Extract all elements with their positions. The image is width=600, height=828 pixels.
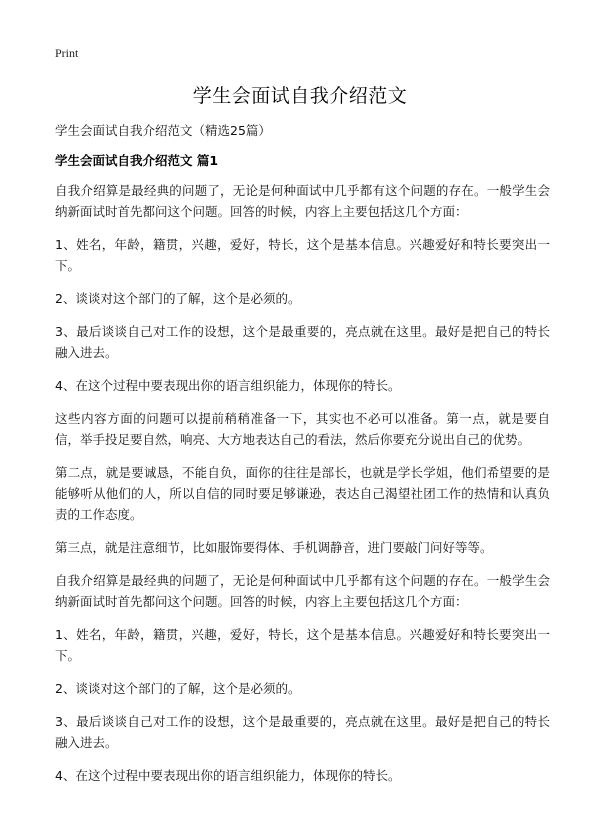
- print-label: Print: [55, 46, 79, 60]
- paragraph: 这些内容方面的问题可以提前稍稍准备一下，其实也不必可以准备。第一点，就是要自信，举手投足要自然，响亮、大方地表达自己的看法，然后你要充分说出自己的优势。: [55, 411, 550, 447]
- paragraph: 第三点，就是注意细节，比如服饰要得体、手机调静音，进门要敲门问好等等。: [55, 540, 493, 555]
- paragraph: 1、姓名，年龄，籍贯，兴趣，爱好，特长，这个是基本信息。兴趣爱好和特长要突出一下。: [55, 237, 550, 273]
- paragraph: 1、姓名，年龄，籍贯，兴趣，爱好，特长，这个是基本信息。兴趣爱好和特长要突出一下。: [55, 627, 550, 663]
- paragraph: 3、最后谈谈自己对工作的设想，这个是最重要的，亮点就在这里。最好是把自己的特长融入进去。: [55, 714, 550, 750]
- paragraph: 2、谈谈对这个部门的了解，这个是必须的。: [55, 291, 301, 306]
- document-body: [55, 180, 550, 798]
- paragraph: 3、最后谈谈自己对工作的设想，这个是最重要的，亮点就在这里。最好是把自己的特长融入进去。: [55, 324, 550, 360]
- document-title: 学生会面试自我介绍范文: [192, 85, 408, 107]
- document-subtitle: 学生会面试自我介绍范文（精选25篇）: [55, 123, 271, 138]
- section-heading: 学生会面试自我介绍范文 篇1: [55, 153, 219, 168]
- paragraph: 4、在这个过程中要表现出你的语言组织能力，体现你的特长。: [55, 378, 401, 393]
- paragraph: 4、在这个过程中要表现出你的语言组织能力，体现你的特长。: [55, 768, 401, 783]
- paragraph: 第二点，就是要诚恳，不能自负，面你的往往是部长，也就是学长学姐，他们希望要的是能够听从他们的人，所以自信的同时要足够谦逊，表达自己渴望社团工作的热情和认真负责的工作态度。: [55, 465, 550, 522]
- paragraph: 2、谈谈对这个部门的了解，这个是必须的。: [55, 681, 301, 696]
- paragraph: 自我介绍算是最经典的问题了，无论是何种面试中几乎都有这个问题的存在。一般学生会纳新面试时首先都问这个问题。回答的时候，内容上主要包括这几个方面：: [55, 573, 550, 609]
- paragraph: 自我介绍算是最经典的问题了，无论是何种面试中几乎都有这个问题的存在。一般学生会纳新面试时首先都问这个问题。回答的时候，内容上主要包括这几个方面：: [55, 183, 550, 219]
